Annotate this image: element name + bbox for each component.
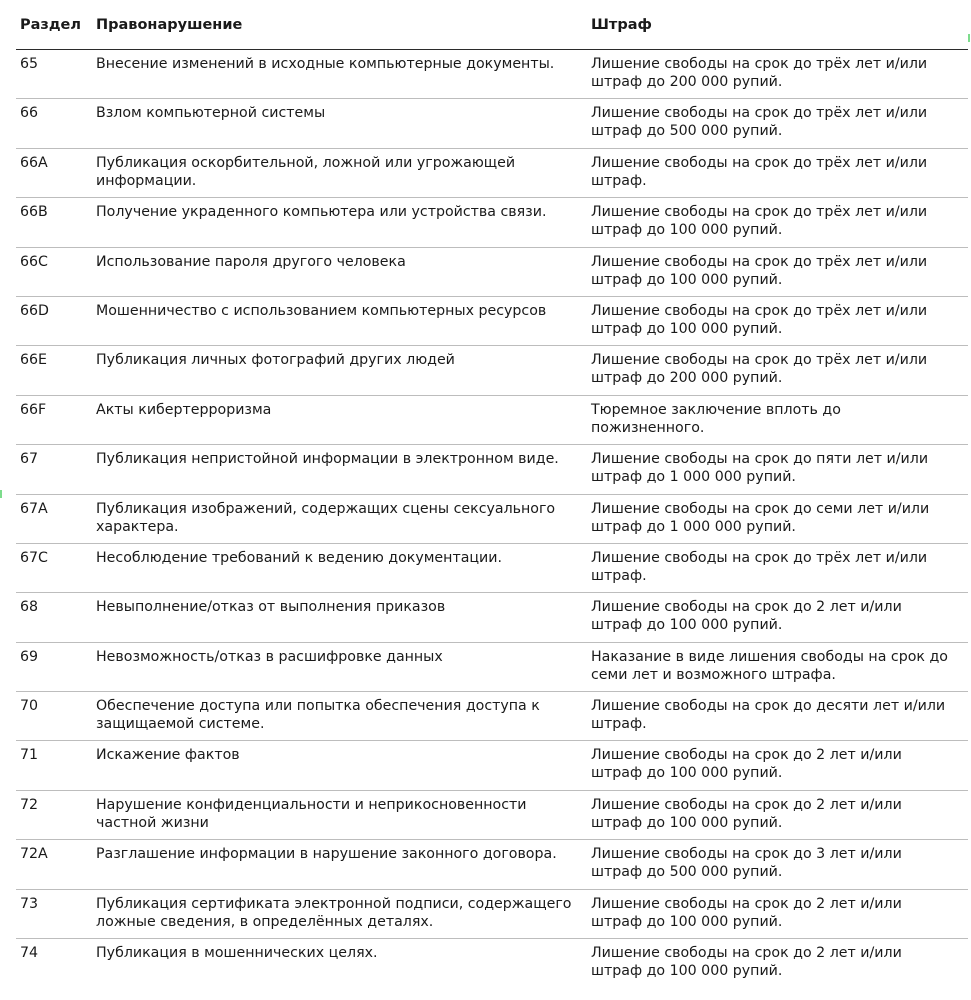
cell-penalty: Лишение свободы на срок до трёх лет и/или штраф до 100 000 рупий. bbox=[591, 253, 928, 288]
cell-section: 66 bbox=[20, 105, 39, 122]
header-offense: Правонарушение bbox=[96, 16, 243, 33]
cell-penalty: Лишение свободы на срок до 2 лет и/или штраф до 100 000 рупий. bbox=[591, 599, 902, 634]
table-row bbox=[16, 495, 968, 544]
cell-penalty: Лишение свободы на срок до 2 лет и/или штраф до 100 000 рупий. bbox=[591, 945, 902, 980]
cell-section: 67C bbox=[20, 549, 48, 566]
cell-penalty: Лишение свободы на срок до 2 лет и/или штраф до 100 000 рупий. bbox=[591, 796, 902, 831]
table-row bbox=[16, 890, 968, 939]
cell-offense: Несоблюдение требований к ведению документации. bbox=[96, 549, 503, 566]
cell-section: 66D bbox=[20, 302, 49, 319]
cell-section: 66A bbox=[20, 154, 48, 171]
cell-section: 65 bbox=[20, 56, 39, 72]
cell-offense: Публикация в мошеннических целях. bbox=[96, 945, 378, 962]
cell-offense: Мошенничество с использованием компьютерных ресурсов bbox=[96, 302, 547, 319]
table-row bbox=[16, 840, 968, 889]
cell-offense: Внесение изменений в исходные компьютерные документы. bbox=[96, 56, 555, 72]
cell-offense: Акты кибертерроризма bbox=[96, 401, 272, 418]
cell-penalty: Наказание в виде лишения свободы на срок до семи лет и возможного штрафа. bbox=[591, 648, 948, 683]
cell-penalty: Лишение свободы на срок до трёх лет и/или штраф. bbox=[591, 154, 928, 189]
cell-section: 66E bbox=[20, 352, 48, 369]
cell-section: 66C bbox=[20, 253, 48, 270]
cell-offense: Публикация сертификата электронной подписи, содержащего ложные сведения, в определённых деталях. bbox=[96, 895, 572, 930]
cell-offense: Обеспечение доступа или попытка обеспечения доступа к защищаемой системе. bbox=[96, 698, 540, 733]
cell-penalty: Тюремное заключение вплоть до пожизненного. bbox=[591, 401, 841, 436]
table-row bbox=[16, 396, 968, 445]
cell-section: 70 bbox=[20, 698, 39, 715]
cell-offense: Получение украденного компьютера или устройства связи. bbox=[96, 204, 547, 221]
table-row bbox=[16, 643, 968, 692]
cell-section: 67 bbox=[20, 451, 39, 468]
cell-offense: Публикация оскорбительной, ложной или угрожающей информации. bbox=[96, 154, 516, 189]
cell-offense: Публикация личных фотографий других людей bbox=[96, 352, 455, 369]
cell-penalty: Лишение свободы на срок до трёх лет и/или штраф до 100 000 рупий. bbox=[591, 204, 928, 239]
table-row bbox=[16, 939, 968, 988]
table-row bbox=[16, 149, 968, 198]
table-row bbox=[16, 445, 968, 494]
cell-penalty: Лишение свободы на срок до трёх лет и/или штраф. bbox=[591, 549, 928, 584]
cell-penalty: Лишение свободы на срок до трёх лет и/или штраф до 200 000 рупий. bbox=[591, 352, 928, 387]
cell-section: 66B bbox=[20, 204, 48, 221]
table-header bbox=[16, 0, 968, 50]
edge-marker-right bbox=[968, 34, 970, 42]
header-penalty: Штраф bbox=[591, 16, 652, 33]
cell-penalty: Лишение свободы на срок до 3 лет и/или штраф до 500 000 рупий. bbox=[591, 846, 902, 881]
table-row bbox=[16, 99, 968, 148]
cell-offense: Взлом компьютерной системы bbox=[96, 105, 326, 122]
table-row bbox=[16, 297, 968, 346]
table-row bbox=[16, 692, 968, 741]
cell-section: 74 bbox=[20, 945, 39, 962]
cell-section: 67A bbox=[20, 500, 48, 517]
cell-section: 71 bbox=[20, 747, 39, 764]
cell-penalty: Лишение свободы на срок до семи лет и/или штраф до 1 000 000 рупий. bbox=[591, 500, 930, 535]
cell-section: 73 bbox=[20, 895, 39, 912]
cell-penalty: Лишение свободы на срок до пяти лет и/или штраф до 1 000 000 рупий. bbox=[591, 451, 929, 486]
cell-offense: Невыполнение/отказ от выполнения приказов bbox=[96, 599, 446, 616]
table-row bbox=[16, 741, 968, 790]
cell-section: 68 bbox=[20, 599, 39, 616]
cell-section: 72A bbox=[20, 846, 48, 863]
table-row bbox=[16, 50, 968, 99]
cell-offense: Разглашение информации в нарушение законного договора. bbox=[96, 846, 557, 863]
cell-offense: Использование пароля другого человека bbox=[96, 253, 406, 270]
cell-offense: Публикация непристойной информации в электронном виде. bbox=[96, 451, 559, 468]
cell-section: 66F bbox=[20, 401, 47, 418]
cell-section: 72 bbox=[20, 796, 39, 813]
cell-penalty: Лишение свободы на срок до трёх лет и/или штраф до 100 000 рупий. bbox=[591, 302, 928, 337]
cell-offense: Публикация изображений, содержащих сцены сексуального характера. bbox=[96, 500, 556, 535]
cell-penalty: Лишение свободы на срок до 2 лет и/или штраф до 100 000 рупий. bbox=[591, 747, 902, 782]
cell-penalty: Лишение свободы на срок до десяти лет и/или штраф. bbox=[591, 698, 946, 733]
penalties-table bbox=[16, 0, 968, 988]
cell-section: 69 bbox=[20, 648, 39, 665]
cell-offense: Искажение фактов bbox=[96, 747, 240, 764]
table-body bbox=[16, 50, 968, 988]
table-row bbox=[16, 346, 968, 395]
table-row bbox=[16, 593, 968, 642]
edge-marker-left bbox=[0, 490, 2, 498]
header-section: Раздел bbox=[20, 16, 82, 33]
cell-offense: Невозможность/отказ в расшифровке данных bbox=[96, 648, 443, 665]
table-row bbox=[16, 791, 968, 840]
cell-penalty: Лишение свободы на срок до 2 лет и/или штраф до 100 000 рупий. bbox=[591, 895, 902, 930]
cell-offense: Нарушение конфиденциальности и неприкосновенности частной жизни bbox=[96, 796, 527, 831]
table-row bbox=[16, 248, 968, 297]
cell-penalty: Лишение свободы на срок до трёх лет и/или штраф до 500 000 рупий. bbox=[591, 105, 928, 140]
cell-penalty: Лишение свободы на срок до трёх лет и/или штраф до 200 000 рупий. bbox=[591, 56, 928, 90]
table-row bbox=[16, 198, 968, 247]
table-row bbox=[16, 544, 968, 593]
